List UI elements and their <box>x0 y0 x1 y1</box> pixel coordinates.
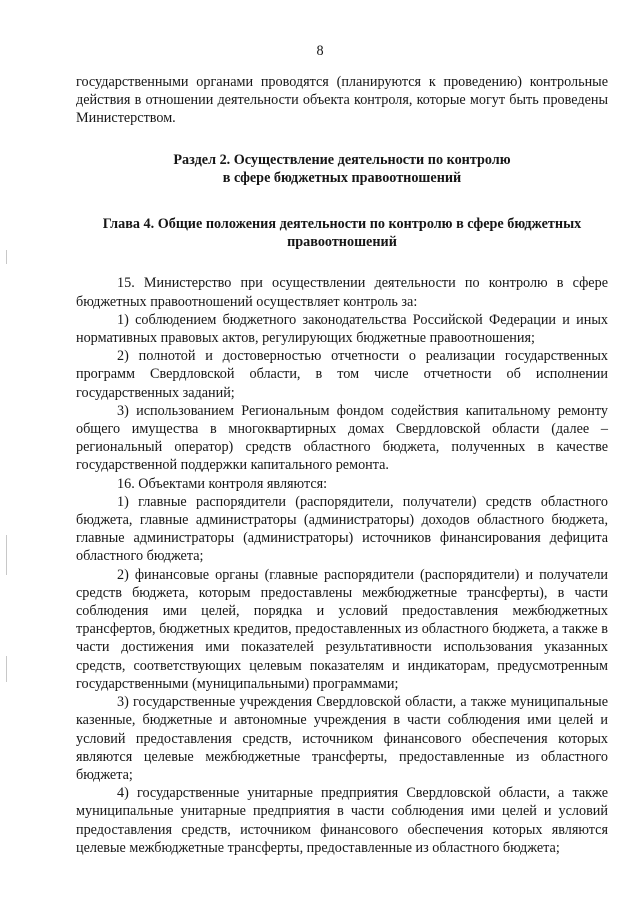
section-title-line: в сфере бюджетных правоотношений <box>222 169 462 186</box>
chapter-title <box>76 215 608 251</box>
document-body <box>76 73 608 857</box>
clause-16-item-3: 3) государственные учреждения Свердловской области, а также муниципальные казенные, бюджетные и автономные учреждения в части соблюдения ими целей и условий предоставления средств, источником финансового обеспечения которых являются целевые межбюджетные трансферты, предоставленные из областного бюджета; <box>76 694 608 783</box>
clause-16-item-1: 1) главные распорядители (распорядители, получатели) средств областного бюджета, главные администраторы (администраторы) доходов областного бюджета, главные администраторы (администраторы) источников финансирования дефицита областного бюджета; <box>76 493 608 565</box>
scan-edge-mark <box>6 250 7 264</box>
clauses <box>76 274 608 857</box>
section-title-line: Раздел 2. Осуществление деятельности по контролю <box>173 151 511 168</box>
chapter-title-line: правоотношений <box>287 234 397 251</box>
clause-15-item-2: 2) полнотой и достоверностью отчетности о реализации государственных программ Свердловской области, в том числе отчетности об исполнении государственных заданий; <box>76 348 608 401</box>
clause-15: 15. Министерство при осуществлении деятельности по контролю в сфере бюджетных правоотношений осуществляет контроль за: <box>76 275 608 310</box>
clause-16-item-2: 2) финансовые органы (главные распорядители (распорядители) и получатели средств бюджета, которым предоставлены межбюджетные трансферты), в части соблюдения ими целей, порядка и условий предоставления межбюджетных трансфертов, бюджетных кредитов, предоставленных из областного бюджета, а также в части достижения ими показателей результативности использования указанных средств, соответствующих целевым показателям и индикаторам, предусмотренным государственными (муниципальными) программами; <box>76 566 608 692</box>
page-number: 8 <box>316 43 324 59</box>
clause-15-item-1: 1) соблюдением бюджетного законодательства Российской Федерации и иных нормативных правовых актов, регулирующих бюджетные правоотношения; <box>76 311 608 347</box>
clause-15-item-3: 3) использованием Региональным фондом содействия капитальному ремонту общего имущества в многоквартирных домах Свердловской области (далее – региональный оператор) средств областного бюджета, полученных в качестве государственной поддержки капитального ремонта. <box>76 402 608 474</box>
chapter-title-line: Глава 4. Общие положения деятельности по контролю в сфере бюджетных <box>102 216 582 233</box>
intro-paragraph: государственными органами проводятся (планируются к проведению) контрольные действия в отношении деятельности объекта контроля, которые могут быть проведены Министерством. <box>76 74 608 127</box>
clause-16-item-4: 4) государственные унитарные предприятия Свердловской области, а также муниципальные унитарные предприятия в части соблюдения ими целей и условий предоставления средств, источником финансового обеспечения которых являются целевые межбюджетные трансферты, предоставленные из областного бюджета; <box>76 785 608 856</box>
scan-edge-mark <box>6 656 7 682</box>
clause-16: 16. Объектами контроля являются: <box>117 475 328 492</box>
scan-edge-mark <box>6 535 7 575</box>
section-title <box>76 151 608 187</box>
